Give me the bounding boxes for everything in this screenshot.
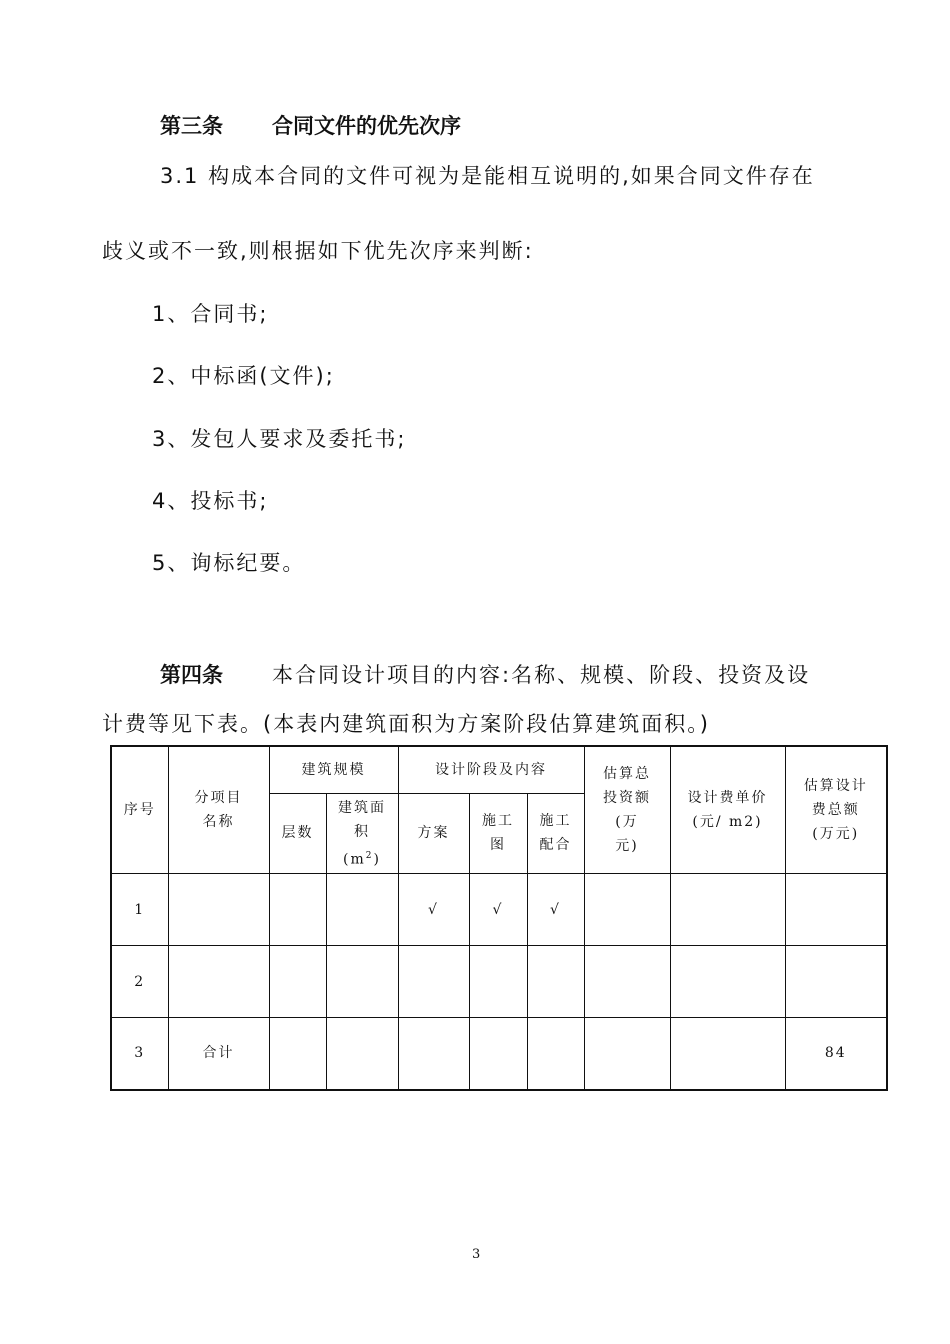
cell-unit-price [670, 1018, 785, 1090]
cell-total-fee [785, 946, 887, 1018]
cell-invest [584, 946, 670, 1018]
header-scheme [398, 793, 469, 874]
cell-scheme-check: √ [398, 874, 469, 946]
cell-coop-check: √ [527, 874, 584, 946]
header-area-line1: 建筑面 [338, 799, 386, 816]
header-name [168, 746, 269, 874]
cell-floors [269, 946, 326, 1018]
article3-paragraph-line1: 3.1 构成本合同的文件可视为是能相互说明的,如果合同文件存在 [160, 164, 815, 188]
cell-unit-price [670, 946, 785, 1018]
cell-area [326, 946, 398, 1018]
article3-label: 第三条 [160, 114, 223, 138]
cell-invest [584, 1018, 670, 1090]
list-item: 1、合同书; [152, 302, 269, 326]
header-invest-line3: (万 [615, 814, 639, 831]
header-total-fee-line1: 估算设计 [803, 778, 868, 795]
header-total-fee-line2: 费总额 [811, 802, 860, 819]
header-coop-line2: 配合 [539, 837, 572, 854]
header-name-line2: 名称 [202, 814, 235, 831]
design-items-table [110, 745, 888, 1091]
cell-coop-check [527, 1018, 584, 1090]
article3-title: 合同文件的优先次序 [272, 114, 461, 138]
cell-seq: 1 [111, 874, 168, 946]
header-scale [269, 746, 398, 793]
cell-coop-check [527, 946, 584, 1018]
header-unit-price-line2: (元/ m2) [692, 814, 763, 831]
header-total-fee-line3: (万元) [812, 826, 860, 843]
header-scale-label: 建筑规模 [301, 761, 366, 778]
list-item: 5、询标纪要。 [152, 551, 306, 575]
header-area-unit-text: (m [343, 851, 366, 868]
table-row [111, 1018, 887, 1090]
list-item: 4、投标书; [152, 489, 269, 513]
cell-scheme-check [398, 1018, 469, 1090]
cell-floors [269, 874, 326, 946]
header-floors-label: 层数 [281, 825, 314, 842]
cell-name: 合计 [168, 1018, 269, 1090]
header-area-line2: 积 [354, 823, 370, 840]
header-invest-line1: 估算总 [603, 766, 651, 783]
cell-total-fee: 84 [785, 1018, 887, 1090]
header-area-unit [329, 844, 396, 872]
header-area [326, 793, 398, 874]
header-area-unit-sup: 2 [365, 850, 374, 861]
header-seq [111, 746, 168, 874]
header-stage [398, 746, 584, 793]
header-seq-label: 序号 [123, 802, 156, 819]
cell-seq: 2 [111, 946, 168, 1018]
cell-name [168, 874, 269, 946]
header-unit-price-line1: 设计费单价 [687, 790, 768, 807]
cell-construction-check: √ [469, 874, 527, 946]
list-item: 2、中标函(文件); [152, 364, 335, 388]
header-invest [584, 746, 670, 874]
header-invest-line2: 投资额 [603, 790, 651, 807]
header-coop [527, 793, 584, 874]
header-total-fee [785, 746, 887, 874]
cell-floors [269, 1018, 326, 1090]
cell-area [326, 1018, 398, 1090]
cell-seq: 3 [111, 1018, 168, 1090]
header-invest-line4: 元) [615, 838, 639, 855]
header-floors [269, 793, 326, 874]
cell-name [168, 946, 269, 1018]
header-construction-line1: 施工 [482, 813, 514, 830]
cell-construction-check [469, 1018, 527, 1090]
list-item: 3、发包人要求及委托书; [152, 427, 407, 451]
header-scheme-label: 方案 [417, 825, 450, 842]
table-row [111, 946, 887, 1018]
article4-text-line1: 本合同设计项目的内容:名称、规模、阶段、投资及设 [272, 663, 811, 687]
cell-area [326, 874, 398, 946]
header-stage-label: 设计阶段及内容 [435, 761, 547, 778]
header-construction [469, 793, 527, 874]
header-area-unit-close: ) [373, 851, 381, 868]
page-number: 3 [472, 1247, 481, 1262]
cell-scheme-check [398, 946, 469, 1018]
table-row [111, 874, 887, 946]
header-construction-line2: 图 [490, 837, 506, 854]
header-unit-price [670, 746, 785, 874]
cell-unit-price [670, 874, 785, 946]
cell-construction-check [469, 946, 527, 1018]
cell-total-fee [785, 874, 887, 946]
article3-paragraph-line2: 歧义或不一致,则根据如下优先次序来判断: [102, 239, 534, 263]
article4-label: 第四条 [160, 663, 223, 687]
header-name-line1: 分项目 [194, 790, 243, 807]
cell-invest [584, 874, 670, 946]
article4-text-line2: 计费等见下表。(本表内建筑面积为方案阶段估算建筑面积。) [102, 712, 710, 736]
header-coop-line1: 施工 [539, 813, 572, 830]
